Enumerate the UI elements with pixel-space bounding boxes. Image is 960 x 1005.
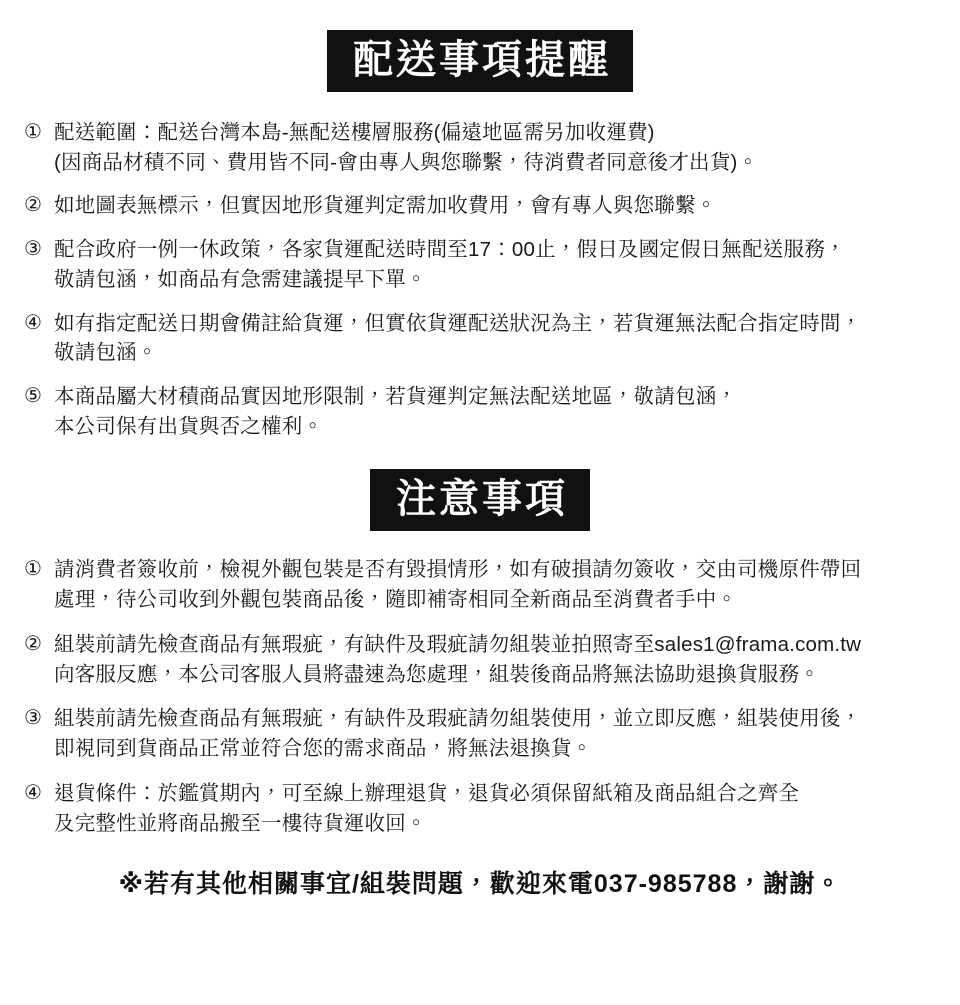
list-item-marker: ⑤ bbox=[24, 385, 42, 408]
list-item-text bbox=[54, 309, 942, 368]
list-item bbox=[24, 630, 942, 689]
list-item-line: 向客服反應，本公司客服人員將盡速為您處理，組裝後商品將無法協助退換貨服務。 bbox=[54, 662, 820, 686]
list-item-line: 本商品屬大材積商品實因地形限制，若貨運判定無法配送地區，敬請包涵， bbox=[54, 385, 738, 409]
list-item-text bbox=[54, 630, 942, 689]
list-item-marker: ④ bbox=[24, 311, 42, 334]
list-item-marker: ② bbox=[24, 194, 42, 217]
list-item-line: 退貨條件：於鑑賞期內，可至線上辦理退貨，退貨必須保留紙箱及商品組合之齊全 bbox=[54, 781, 800, 805]
list-item-line: 敬請包涵，如商品有急需建議提早下單。 bbox=[54, 267, 427, 291]
list-item-line: 本公司保有出貨與否之權利。 bbox=[54, 414, 324, 438]
list-item-marker: ③ bbox=[24, 707, 42, 730]
list-item-marker: ① bbox=[24, 121, 42, 143]
list-item-line: 如地圖表無標示，但實因地形貨運判定需加收費用，會有專人與您聯繫。 bbox=[54, 194, 717, 218]
list-item-line: 配合政府一例一休政策，各家貨運配送時間至17：00止，假日及國定假日無配送服務， bbox=[54, 238, 846, 262]
list-item-line: 即視同到貨商品正常並符合您的需求商品，將無法退換貨。 bbox=[54, 737, 593, 761]
list-item-text bbox=[54, 118, 942, 177]
list-item-line: 如有指定配送日期會備註給貨運，但實依貨運配送狀況為主，若貨運無法配合指定時間， bbox=[54, 311, 862, 335]
list-item-text bbox=[54, 704, 942, 763]
contact-footer-note: ※若有其他相關事宜/組裝問題，歡迎來電037-985788，謝謝。 bbox=[118, 870, 842, 899]
section-1-heading: 配送事項提醒 bbox=[327, 30, 633, 92]
list-item-marker: ② bbox=[24, 632, 42, 655]
list-item bbox=[24, 704, 942, 763]
list-item bbox=[24, 191, 942, 221]
shipping-notice-list bbox=[18, 118, 942, 441]
list-item-marker: ③ bbox=[24, 238, 42, 261]
section-2-heading-wrapper bbox=[18, 455, 942, 531]
list-item-line: (因商品材積不同、費用皆不同-會由專人與您聯繫，待消費者同意後才出貨)。 bbox=[54, 150, 759, 174]
list-item-line: 配送範圍：配送台灣本島-無配送樓層服務(偏遠地區需另加收運費) bbox=[54, 121, 655, 144]
list-item bbox=[24, 779, 942, 838]
list-item-text bbox=[54, 235, 942, 294]
list-item-text bbox=[54, 779, 942, 838]
list-item bbox=[24, 118, 942, 177]
list-item-line: 處理，待公司收到外觀包裝商品後，隨即補寄相同全新商品至消費者手中。 bbox=[54, 588, 738, 612]
list-item-line: 組裝前請先檢查商品有無瑕疵，有缺件及瑕疵請勿組裝使用，並立即反應，組裝使用後， bbox=[54, 707, 862, 731]
list-item-text bbox=[54, 555, 942, 614]
list-item-line: 組裝前請先檢查商品有無瑕疵，有缺件及瑕疵請勿組裝並拍照寄至sales1@frama.com.tw bbox=[54, 632, 862, 656]
list-item-line: 請消費者簽收前，檢視外觀包裝是否有毀損情形，如有破損請勿簽收，交由司機原件帶回 bbox=[54, 558, 862, 582]
list-item bbox=[24, 235, 942, 294]
list-item bbox=[24, 555, 942, 614]
list-item-marker: ① bbox=[24, 558, 42, 581]
list-item bbox=[24, 309, 942, 368]
section-1-heading-wrapper bbox=[18, 0, 942, 92]
precautions-list bbox=[18, 555, 942, 838]
list-item-line: 敬請包涵。 bbox=[54, 341, 158, 365]
list-item-line: 及完整性並將商品搬至一樓待貨運收回。 bbox=[54, 811, 427, 835]
list-item-text bbox=[54, 382, 942, 441]
list-item bbox=[24, 382, 942, 441]
list-item-text bbox=[54, 191, 942, 221]
list-item-marker: ④ bbox=[24, 781, 42, 804]
section-2-heading: 注意事項 bbox=[370, 469, 590, 531]
